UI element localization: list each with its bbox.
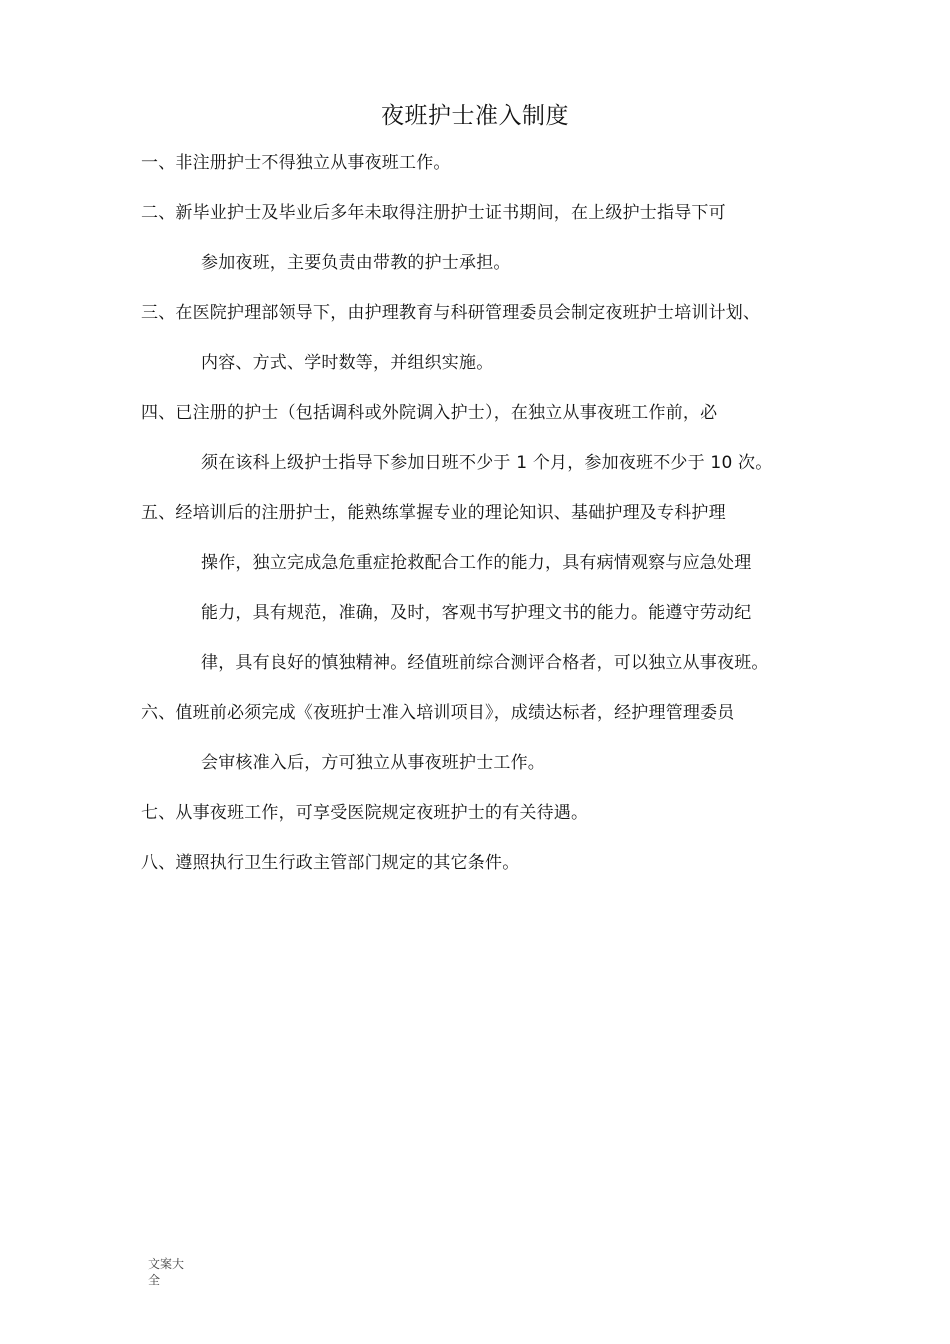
item-continuation-line: 会审核准入后，方可独立从事夜班护士工作。: [201, 753, 545, 773]
item-continuation-line: 参加夜班，主要负责由带教的护士承担。: [201, 253, 511, 273]
item-line: 二、新毕业护士及毕业后多年未取得注册护士证书期间，在上级护士指导下可: [141, 203, 726, 223]
item-line: 五、经培训后的注册护士，能熟练掌握专业的理论知识、基础护理及专科护理: [141, 503, 726, 523]
item-line: 八、遵照执行卫生行政主管部门规定的其它条件。: [141, 853, 520, 873]
item-line: 三、在医院护理部领导下，由护理教育与科研管理委员会制定夜班护士培训计划、: [141, 303, 761, 323]
regulation-item-4: [141, 396, 841, 496]
item-line: 七、从事夜班工作，可享受医院规定夜班护士的有关待遇。: [141, 803, 589, 823]
regulation-item-6: [141, 696, 841, 796]
footer-note: [148, 1256, 198, 1288]
regulation-item-8: [141, 846, 841, 896]
regulation-list: [141, 146, 841, 896]
item-continuation-line: 须在该科上级护士指导下参加日班不少于 1 个月，参加夜班不少于 10 次。: [201, 453, 773, 473]
regulation-item-1: [141, 146, 841, 196]
footer-note-line: 全: [148, 1273, 161, 1287]
regulation-item-5: [141, 496, 841, 696]
regulation-item-7: [141, 796, 841, 846]
item-line: 六、值班前必须完成《夜班护士准入培训项目》，成绩达标者，经护理管理委员: [141, 703, 735, 723]
footer-note-line: 文案大: [148, 1257, 185, 1271]
regulation-item-3: [141, 296, 841, 396]
item-continuation-line: 内容、方式、学时数等，并组织实施。: [201, 353, 494, 373]
item-line: 四、已注册的护士（包括调科或外院调入护士），在独立从事夜班工作前，必: [141, 403, 718, 423]
item-continuation-line: 能力，具有规范，准确，及时，客观书写护理文书的能力。能遵守劳动纪: [201, 603, 752, 623]
regulation-item-2: [141, 196, 841, 296]
item-continuation-line: 操作，独立完成急危重症抢救配合工作的能力，具有病情观察与应急处理: [201, 553, 752, 573]
document-title: 夜班护士准入制度: [381, 103, 569, 129]
item-line: 一、非注册护士不得独立从事夜班工作。: [141, 153, 451, 173]
item-continuation-line: 律，具有良好的慎独精神。经值班前综合测评合格者，可以独立从事夜班。: [201, 653, 769, 673]
